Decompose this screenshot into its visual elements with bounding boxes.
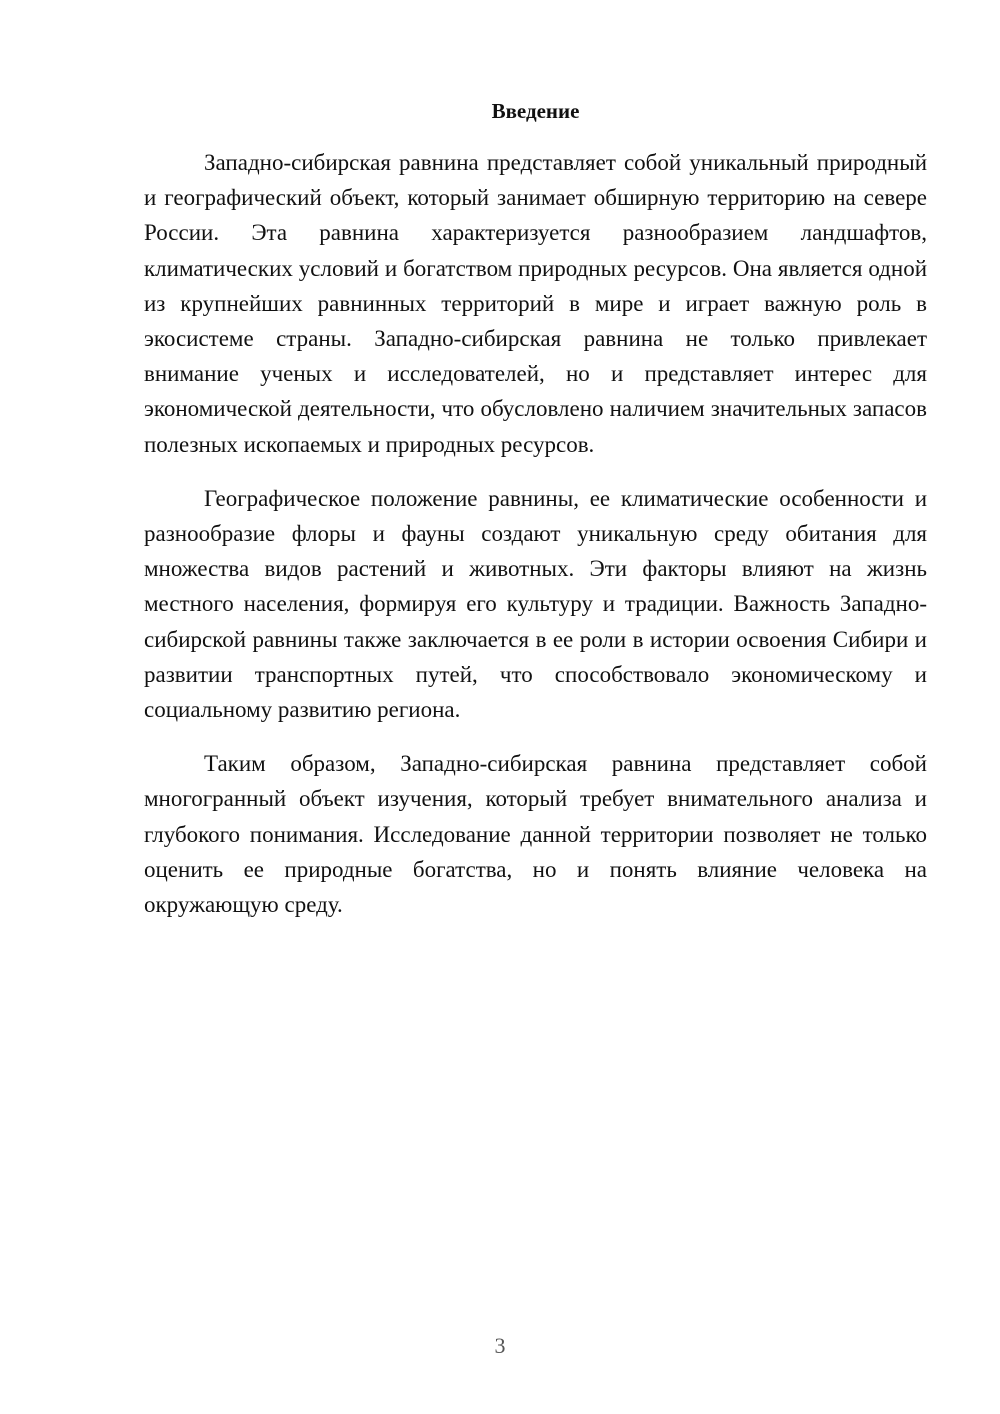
page-content — [144, 96, 927, 941]
paragraph-2: Географическое положение равнины, ее климатические особенности и разнообразие флоры и фауны создают уникальную среду обитания для множества видов растений и животных. Эти факторы влияют на жизнь местного населения, формируя его культуру и традиции. Важность Западно-сибирской равнины также заключается в ее роли в истории освоения Сибири и развитии транспортных путей, что способствовало экономическому и социальному развитию региона. — [144, 485, 927, 723]
page-number: 3 — [494, 1333, 506, 1358]
page-title: Введение — [491, 99, 580, 123]
paragraph-3: Таким образом, Западно-сибирская равнина представляет собой многогранный объект изучения, который требует внимательного анализа и глубокого понимания. Исследование данной территории позволяет не только оценить ее природные богатства, но и понять влияние человека на окружающую среду. — [144, 751, 927, 918]
paragraph-1: Западно-сибирская равнина представляет собой уникальный природный и географический объект, который занимает обширную территорию на севере России. Эта равнина характеризуется разнообразием ландшафтов, климатических условий и богатством природных ресурсов. Она является одной из крупнейших равнинных территорий в мире и играет важную роль в экосистеме страны. Западно-сибирская равнина не только привлекает внимание ученых и исследователей, но и представляет интерес для экономической деятельности, что обусловлено наличием значительных запасов полезных ископаемых и природных ресурсов. — [144, 150, 927, 457]
